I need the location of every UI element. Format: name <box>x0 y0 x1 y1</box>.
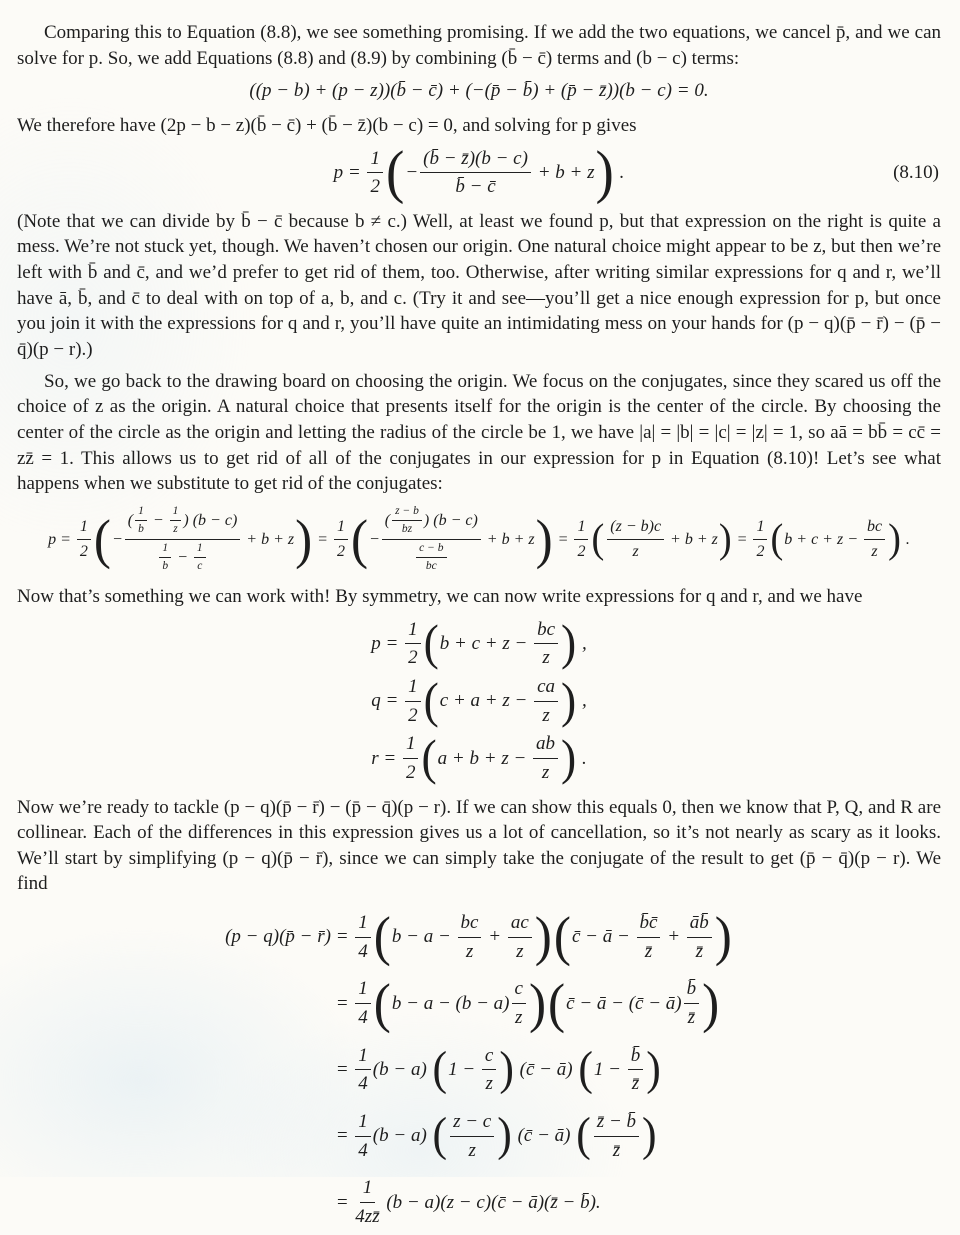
equation-row <box>225 970 733 1036</box>
equation-line <box>17 78 941 104</box>
math-paren: ) <box>535 508 553 570</box>
paragraph-comparing: Comparing this to Equation (8.8), we see something promising. If we add the two equations, we cancel p̄, and we can solve for p. So, we add Equations (8.8) and (8.9) by combining (b̄ − c̄) terms and (b − c) terms: <box>17 22 941 69</box>
math-paren: ( <box>770 516 784 562</box>
math-fraction <box>482 1043 496 1097</box>
math-text: z̄ <box>687 1006 696 1028</box>
math-text: 2 <box>577 542 586 560</box>
equation-row <box>225 1103 733 1169</box>
math-paren: ( <box>373 972 391 1034</box>
math-text: ( <box>127 512 134 530</box>
math-fraction <box>355 1175 379 1229</box>
math-paren: ) <box>295 508 313 570</box>
math-fraction <box>450 1109 494 1163</box>
math-text: ) (b − c) <box>183 512 238 530</box>
math-text: − <box>173 549 192 567</box>
math-text: z <box>515 1006 523 1028</box>
math-paren: ) <box>497 1109 512 1162</box>
math-fraction <box>355 976 371 1030</box>
math-text: 2 <box>405 761 416 783</box>
math-text: . <box>577 747 587 769</box>
math-text: = <box>313 530 332 548</box>
math-text: (b − a)(z − c)(c̄ − ā)(z̄ − b̄). <box>381 1191 601 1213</box>
equation-cell <box>336 1103 733 1169</box>
math-text: 1 <box>408 618 418 640</box>
equation-line <box>17 504 941 575</box>
math-text: ca <box>537 675 556 697</box>
math-text: 1 <box>358 1110 368 1132</box>
math-text: 4 <box>358 1073 368 1095</box>
math-fraction <box>77 516 91 562</box>
math-fraction <box>458 910 482 964</box>
math-fraction <box>637 910 661 964</box>
math-fraction <box>420 146 531 200</box>
math-fraction <box>405 674 421 728</box>
math-text: 1 <box>196 541 203 554</box>
equation-pqr-expressions <box>17 617 941 786</box>
math-fraction <box>534 674 558 728</box>
math-fraction <box>534 617 558 671</box>
math-text: 2 <box>370 176 380 198</box>
math-text: bz <box>401 523 413 536</box>
math-fraction <box>355 1109 371 1163</box>
math-text: c <box>484 1044 494 1066</box>
math-text: b <box>138 523 144 536</box>
math-paren: ) <box>642 1109 657 1162</box>
math-text: = <box>335 1058 354 1080</box>
math-text: b <box>162 560 169 573</box>
math-text: 1 <box>79 518 88 536</box>
math-text: b + c + z − <box>784 530 862 548</box>
math-text: 1 <box>162 541 169 554</box>
equation-cell <box>336 1169 733 1235</box>
math-text: a + b + z − <box>437 747 532 769</box>
math-text: c − b <box>419 541 444 554</box>
math-text: 2 <box>756 542 765 560</box>
math-text: = <box>335 1191 354 1213</box>
math-fraction <box>753 516 767 562</box>
math-text: 4 <box>358 1006 368 1028</box>
math-fraction <box>382 504 481 575</box>
equation-row <box>225 1169 733 1235</box>
math-text: p = <box>371 632 404 654</box>
equation-cell <box>225 1103 336 1169</box>
math-text: p = <box>48 530 75 548</box>
math-paren: ( <box>576 1109 591 1162</box>
math-text: + <box>662 926 685 948</box>
math-fraction <box>684 976 700 1030</box>
math-text: z <box>465 940 474 962</box>
math-text: bc <box>537 618 556 640</box>
math-paren: ( <box>373 906 391 968</box>
math-text: b̄ <box>686 978 697 1000</box>
math-paren: ) <box>646 1043 661 1096</box>
math-text: b − a − (b − a) <box>391 992 510 1014</box>
math-text: z <box>871 542 878 560</box>
equation-cell <box>336 970 733 1036</box>
math-text: 1 <box>408 675 418 697</box>
equation-8-10 <box>17 138 941 205</box>
math-paren: ( <box>385 138 405 205</box>
equation-line <box>17 138 941 205</box>
math-fraction <box>125 504 241 575</box>
equation-cell <box>225 1169 336 1235</box>
math-fraction <box>194 541 206 575</box>
math-fraction <box>594 1109 639 1163</box>
equation-collinearity-derivation <box>17 904 941 1235</box>
paragraph-note-divide: (Note that we can divide by b̄ − c̄ because b ≠ c.) Well, at least we found p, but that expression on the right is quite a mess. We’re not stuck yet, though. We haven’t chosen our origin. One natural choice might appear to be z, but then we’re left with b̄ and c̄, and we’d prefer to get rid of them, too. Otherwise, after writing similar expressions for q and r, we’ll have ā, b̄, and c̄ to deal with on top of a, b, and c. (Try it and see—you’ll get a nice enough expression for p, but once you join it with the expressions for q and r, you’ll have quite an intimidating mess on your hands for (p − q)(p̄ − r̄) − (p̄ − q̄)(p − r).) <box>17 210 941 361</box>
math-text: = <box>732 530 752 548</box>
math-paren: ) <box>718 516 732 562</box>
math-text: = <box>553 530 573 548</box>
math-fraction <box>687 910 712 964</box>
math-text: q = <box>371 690 404 712</box>
math-paren: ) <box>528 972 547 1034</box>
math-text: c̄ − ā − (c̄ − ā) <box>566 992 682 1014</box>
math-text: 4 <box>358 940 368 962</box>
math-text: z̄ − b̄ <box>596 1110 637 1132</box>
math-text: c <box>197 560 203 573</box>
math-text: . <box>614 161 625 183</box>
math-text: 1 − <box>448 1058 480 1080</box>
math-paren: ( <box>553 906 571 968</box>
math-text: (c̄ − ā) <box>514 1058 578 1080</box>
equation-line <box>17 731 941 785</box>
math-text: z̄ <box>612 1139 621 1161</box>
math-text: bc <box>866 518 883 536</box>
math-text: z − c <box>453 1110 492 1132</box>
math-text: 1 <box>405 733 416 755</box>
math-text: z <box>542 704 550 726</box>
math-paren: ) <box>561 672 577 728</box>
math-text: . <box>901 530 910 548</box>
math-text: + b + z <box>666 530 718 548</box>
math-text: 1 <box>358 912 368 934</box>
math-text: 1 <box>358 978 368 1000</box>
paragraph-ready-to-tackle: Now we’re ready to tackle (p − q)(p̄ − r̄) − (p̄ − q̄)(p − r). If we can show this equals 0, then we know that P, Q, and R are collinear. Each of the differences in this expression gives us a lot of cancellation, so it’s not nearly as scary as it looks. We’ll start by simplifying (p − q)(p̄ − r̄), since we can simply take the conjugate of the result to get (p̄ − q̄)(p − r). We find <box>17 796 941 895</box>
math-text: − <box>111 530 123 548</box>
math-fraction <box>159 541 171 575</box>
math-paren: ( <box>350 508 368 570</box>
math-text: 1 − <box>593 1058 626 1080</box>
math-text: (z − b)c <box>610 518 662 536</box>
math-text: = <box>335 926 354 948</box>
paragraph-now-thats-something: Now that’s something we can work with! By symmetry, we can now write expressions for q and r, and we have <box>17 586 863 608</box>
math-paren: ( <box>93 508 111 570</box>
math-text: z <box>485 1073 493 1095</box>
aligned-equations <box>225 904 733 1235</box>
math-text: z̄ <box>631 1073 640 1095</box>
math-text: ( <box>384 512 391 530</box>
math-text: + b + z <box>532 161 595 183</box>
math-text: − <box>405 161 419 183</box>
math-paren: ( <box>421 729 437 785</box>
math-fraction <box>508 910 532 964</box>
math-text: = <box>335 992 354 1014</box>
math-text: (b − a) <box>372 1125 432 1147</box>
equation-cell <box>225 1037 336 1103</box>
math-text: bc <box>425 560 437 573</box>
math-fraction <box>392 504 422 538</box>
math-text: 1 <box>362 1177 373 1199</box>
math-paren: ( <box>432 1109 448 1162</box>
math-text: 1 <box>756 518 765 536</box>
math-text: (b̄ − z̄)(b − c) <box>423 147 528 169</box>
math-text: (c̄ − ā) <box>512 1125 576 1147</box>
math-fraction <box>416 541 446 575</box>
math-fraction <box>355 910 371 964</box>
math-text: ((p − b) + (p − z))(b̄ − c̄) + (−(p̄ − b̄) + (p̄ − z̄))(b − c) = 0. <box>249 80 709 102</box>
math-text: , <box>577 690 587 712</box>
math-text: − <box>148 512 168 530</box>
math-text: 4zz̄ <box>355 1205 380 1227</box>
equation-line <box>17 617 941 671</box>
math-text: z̄ <box>644 940 653 962</box>
math-fraction <box>628 1043 644 1097</box>
math-fraction <box>355 1043 371 1097</box>
math-text: b̄c̄ <box>639 912 658 934</box>
math-text: (b − a) <box>372 1058 432 1080</box>
math-text: 1 <box>577 518 586 536</box>
equation-conjugate-substitution <box>17 504 941 575</box>
math-fraction <box>367 146 383 200</box>
math-paren: ) <box>534 906 552 968</box>
math-text: ) (b − c) <box>423 512 478 530</box>
math-paren: ) <box>595 138 614 205</box>
math-text: 2 <box>79 542 88 560</box>
math-text: z − b <box>395 504 419 517</box>
math-text: z̄ <box>695 940 703 962</box>
paragraph-drawing-board: So, we go back to the drawing board on choosing the origin. We focus on the conjugates, since they scared us off the choice of z as the origin. A natural choice that presents itself for the origin is the center of the circle. By choosing the center of the circle as the origin and letting the radius of the circle be 1, we have |a| = |b| = |c| = |z| = 1, so aā = bb̄ = cc̄ = zz̄ = 1. This allows us to get rid of all of the conjugates in our expression for p in Equation (8.10)! Let’s see what happens when we substitute to get rid of the conjugates: <box>17 370 941 495</box>
equation-row <box>225 1037 733 1103</box>
math-fraction <box>135 504 147 538</box>
math-fraction <box>512 976 526 1030</box>
math-text: bc <box>460 912 479 934</box>
math-text: 1 <box>138 504 144 517</box>
math-text: r = <box>371 747 401 769</box>
paragraph-we-therefore-have: We therefore have (2p − b − z)(b̄ − c̄) + (b̄ − z̄)(b − c) = 0, and solving for p gives <box>17 114 637 136</box>
math-text: z <box>516 940 524 962</box>
math-text: 1 <box>370 147 380 169</box>
math-text: 1 <box>358 1044 368 1066</box>
math-fraction <box>864 516 885 562</box>
math-paren: ) <box>561 729 577 785</box>
math-text: + b + z <box>482 530 535 548</box>
equation-cell <box>225 970 336 1036</box>
math-paren: ) <box>702 972 720 1034</box>
math-text: b − a − <box>391 926 456 948</box>
math-text: 2 <box>336 542 345 560</box>
math-paren: ) <box>888 516 901 562</box>
math-paren: ( <box>432 1043 448 1096</box>
math-text: b̄ − c̄ <box>455 176 496 198</box>
math-paren: ( <box>578 1043 593 1096</box>
math-paren: ( <box>423 615 439 671</box>
math-text: z <box>542 647 550 669</box>
math-paren: ) <box>714 906 732 968</box>
math-text: c + a + z − <box>439 690 533 712</box>
math-text: + b + z <box>242 530 295 548</box>
math-text: − <box>369 530 380 548</box>
equation-combined-terms <box>17 78 941 104</box>
math-fraction <box>334 516 348 562</box>
equation-line <box>17 674 941 728</box>
equation-cell <box>336 1037 733 1103</box>
math-fraction <box>574 516 588 562</box>
math-text: z <box>632 542 639 560</box>
math-paren: ( <box>591 516 605 562</box>
math-text: z <box>541 761 550 783</box>
math-paren: ) <box>561 615 577 671</box>
math-paren: ) <box>499 1043 514 1096</box>
math-text: 2 <box>408 704 418 726</box>
equation-cell <box>336 904 733 970</box>
math-fraction <box>533 731 558 785</box>
equation-number: (8.10) <box>893 161 939 183</box>
math-text: = <box>335 1125 354 1147</box>
math-text: 1 <box>172 504 179 517</box>
math-text: , <box>577 632 587 654</box>
math-fraction <box>170 504 182 538</box>
math-text: + <box>483 926 506 948</box>
equation-cell <box>225 904 336 970</box>
math-text: c̄ − ā − <box>571 926 635 948</box>
math-text: ac <box>510 912 529 934</box>
math-text: z <box>468 1139 476 1161</box>
math-text: 1 <box>336 518 345 536</box>
math-text: 2 <box>408 647 418 669</box>
math-text: āb̄ <box>689 912 709 934</box>
math-text: 4 <box>358 1139 368 1161</box>
math-text: b + c + z − <box>439 632 533 654</box>
math-fraction <box>403 731 419 785</box>
math-fraction <box>607 516 664 562</box>
math-text: b̄ <box>630 1044 641 1066</box>
math-paren: ( <box>548 972 566 1034</box>
math-text: (p − q)(p̄ − r̄) <box>225 926 336 948</box>
equation-row <box>225 904 733 970</box>
math-fraction <box>405 617 421 671</box>
math-text: p = <box>333 161 366 183</box>
math-paren: ( <box>423 672 439 728</box>
math-text: z <box>173 523 178 536</box>
math-text: c <box>514 978 523 1000</box>
math-text: ab <box>536 733 556 755</box>
